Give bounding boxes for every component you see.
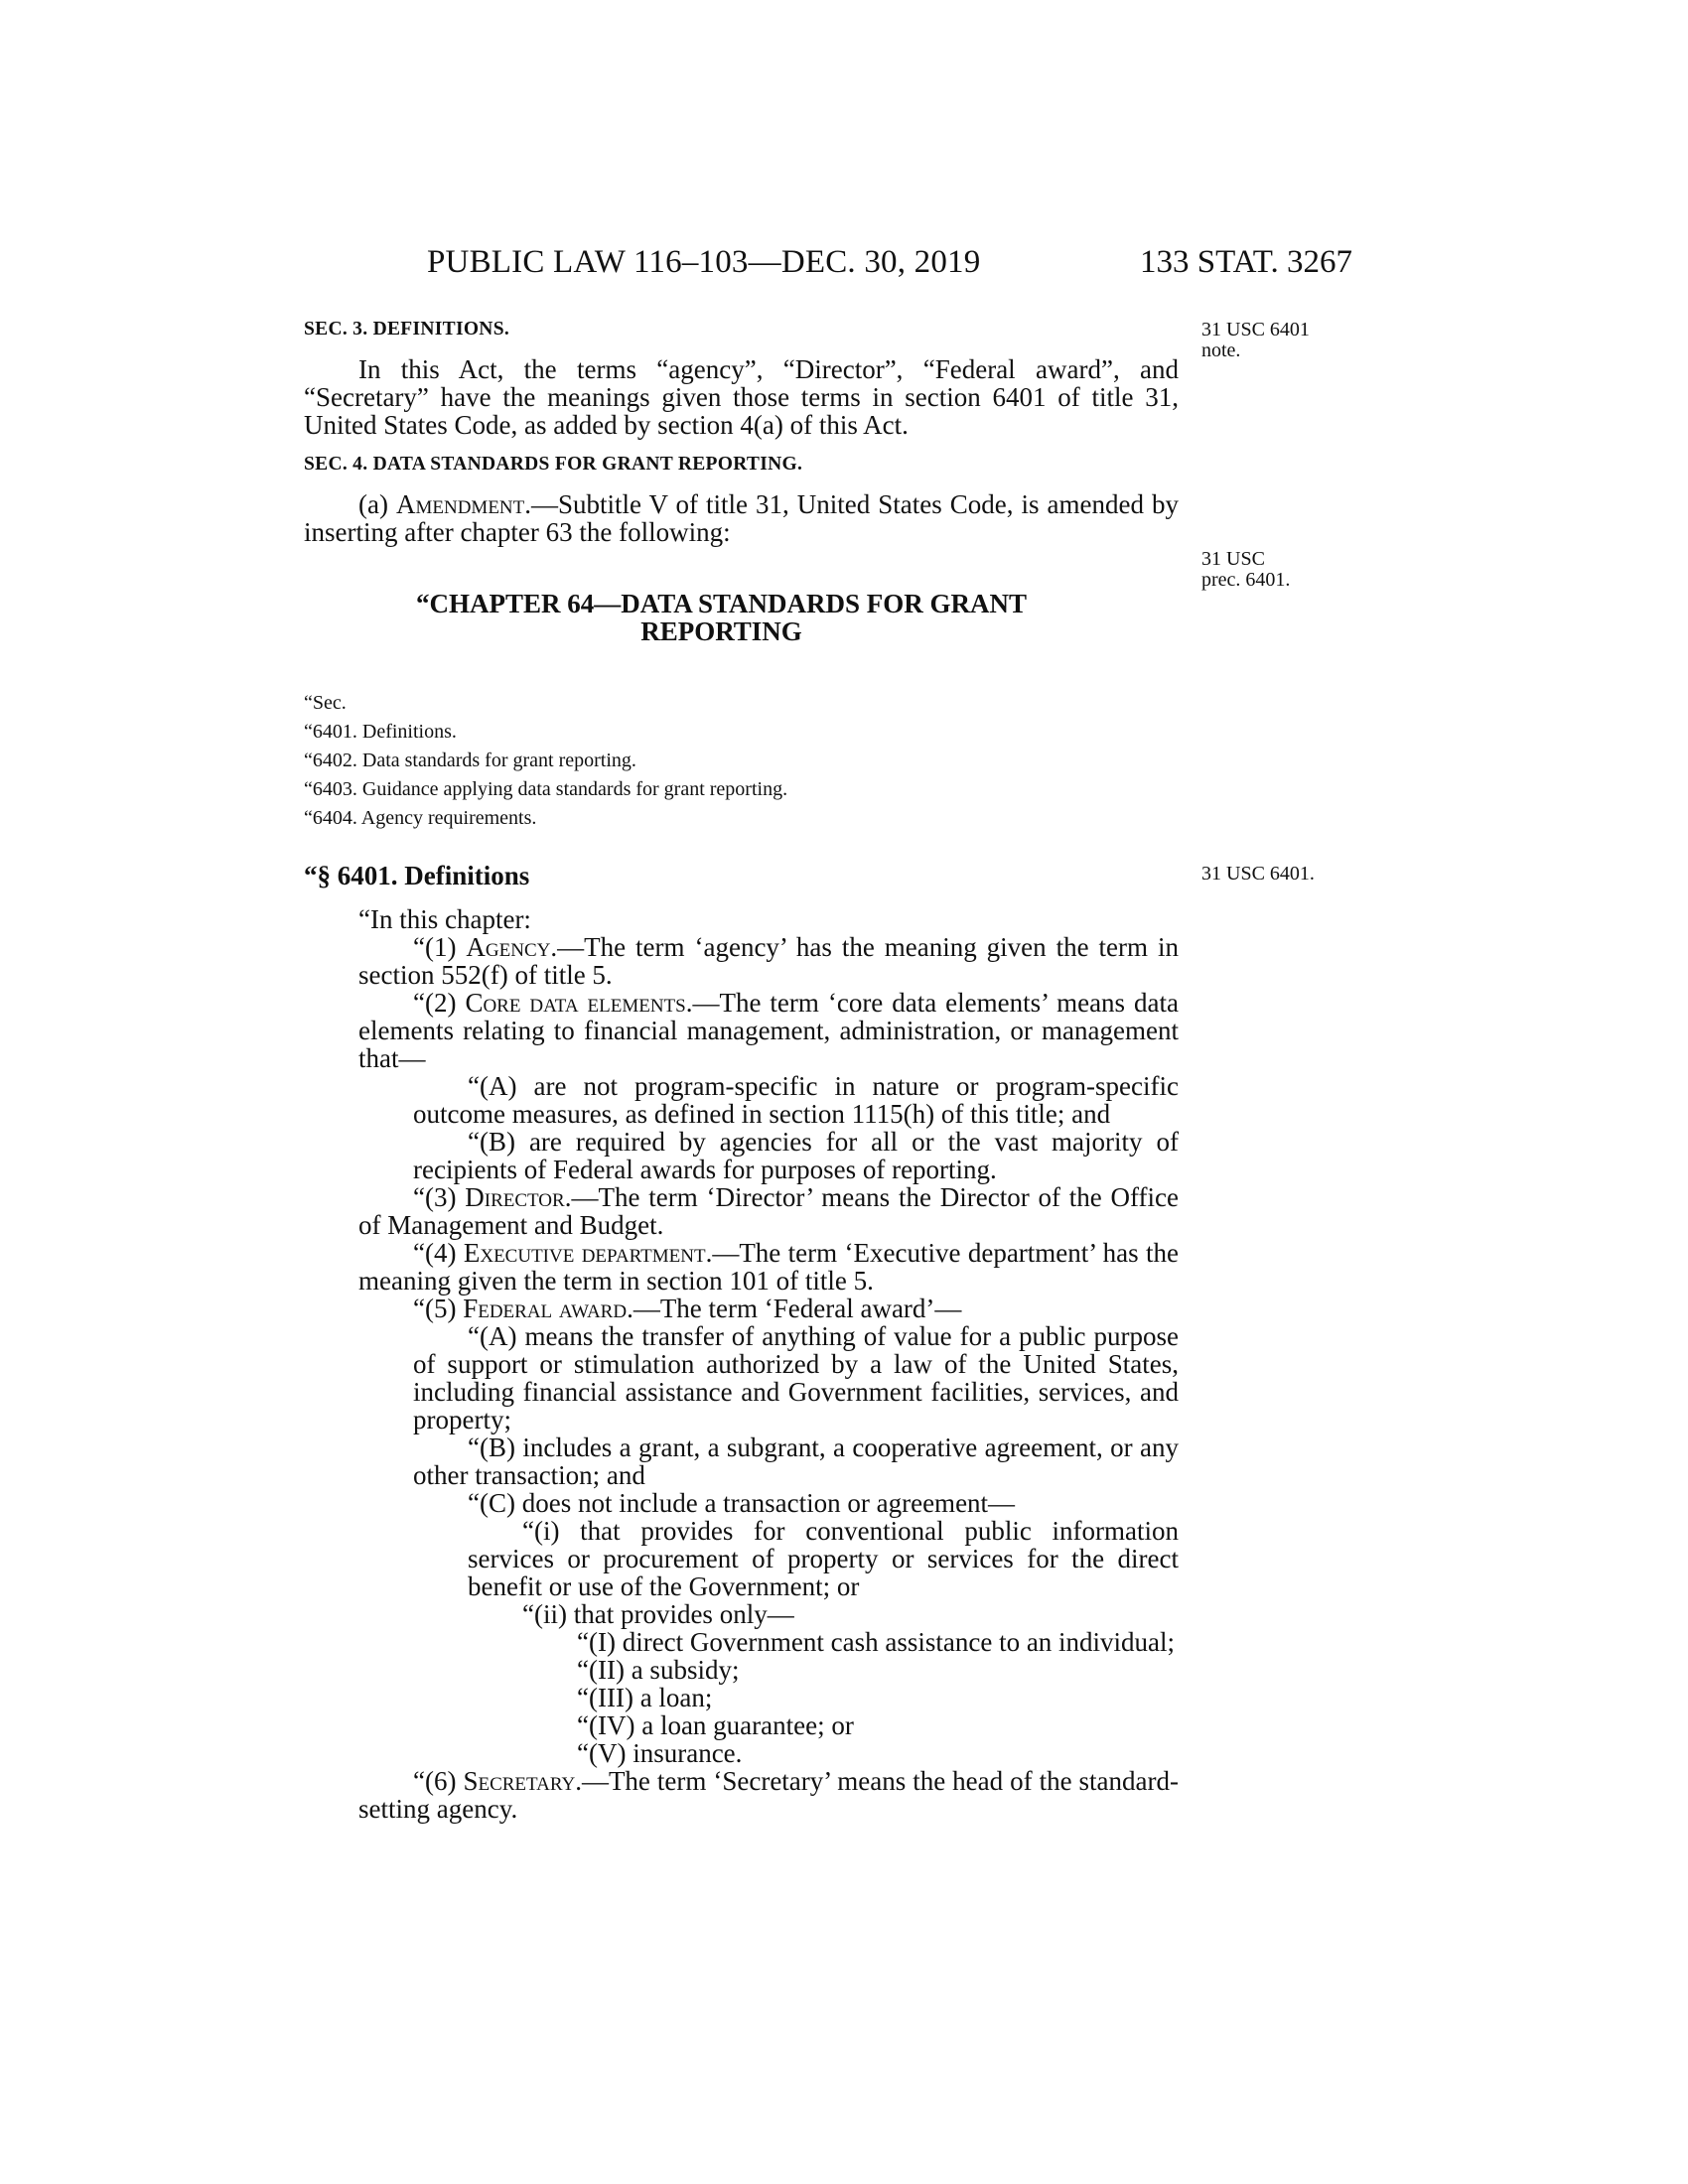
subparagraph: “(B) are required by agencies for all or the vast majority of recipients of Federal awards for purposes of reporting. [413, 1127, 1179, 1184]
clause: “(i) that provides for conventional public information services or procurement of property or services for the direct benefit or use of the Government; or [468, 1516, 1179, 1601]
stat-page-number: 133 STAT. 3267 [1140, 244, 1353, 280]
chapter-title-line: “CHAPTER 64—DATA STANDARDS FOR GRANT [415, 589, 1028, 618]
margin-note-line: 31 USC [1201, 548, 1265, 570]
amendment-label: Amendment [395, 489, 525, 519]
subclause: “(III) a loan; [577, 1683, 713, 1712]
chapter-title-line: REPORTING [640, 616, 802, 646]
para-text: .—The term ‘agency’ has the meaning given the term in section 552(f) of title 5. [358, 932, 1179, 990]
subparagraph: “(B) includes a grant, a subgrant, a cooperative agreement, or any other transaction; and [413, 1433, 1179, 1490]
definition-secretary [304, 1767, 1179, 1823]
subclause: “(II) a subsidy; [577, 1655, 740, 1685]
sec4-heading: SEC. 4. DATA STANDARDS FOR GRANT REPORTING. [304, 454, 803, 475]
subparagraph: “(C) does not include a transaction or agreement— [468, 1488, 1016, 1518]
para-prefix: “(3) [413, 1182, 466, 1212]
sec4-amendment-paragraph [304, 490, 1179, 546]
running-head: PUBLIC LAW 116–103—DEC. 30, 2019 [427, 244, 981, 280]
para-prefix: “(2) [413, 988, 466, 1018]
para-text: .—The term ‘Federal award’— [627, 1294, 962, 1323]
para-prefix: “(4) [413, 1238, 464, 1268]
clause: “(ii) that provides only— [522, 1599, 794, 1629]
term-label: Director [465, 1182, 565, 1212]
margin-note-section [1201, 864, 1315, 885]
term-label: Agency [466, 932, 551, 962]
subclause: “(IV) a loan guarantee; or [577, 1710, 854, 1740]
table-of-sections [304, 689, 1179, 833]
definition-core-data-elements [304, 989, 1179, 1072]
toc-entry: “6401. Definitions. [304, 721, 457, 743]
subparagraph: “(A) are not program-specific in nature or program-specific outcome measures, as defined in section 1115(h) of this title; and [413, 1071, 1179, 1129]
main-text [304, 318, 1179, 1823]
definition-executive-department [304, 1239, 1179, 1295]
term-label: Executive department [463, 1238, 706, 1268]
term-label: Federal award [463, 1294, 628, 1323]
margin-note-line: prec. 6401. [1201, 569, 1291, 591]
para-text: .—The term ‘Director’ means the Director of the Office of Management and Budget. [358, 1182, 1179, 1240]
toc-entry: “6403. Guidance applying data standards for grant reporting. [304, 778, 788, 800]
para-prefix: “(1) [413, 932, 467, 962]
definition-agency [304, 933, 1179, 989]
margin-note-line: note. [1201, 340, 1241, 361]
toc-entry: “6404. Agency requirements. [304, 807, 537, 829]
toc-entry: “6402. Data standards for grant reporting. [304, 750, 636, 771]
para-text: .—Subtitle V of title 31, United States Code, is amended by inserting after chapter 63 the following: [304, 489, 1180, 547]
section-title: “§ 6401. Definitions [304, 861, 530, 890]
para-text: .—The term ‘Secretary’ means the head of the standard-setting agency. [358, 1766, 1180, 1824]
para-prefix: “(6) [413, 1766, 464, 1796]
para-text: .—The term ‘core data elements’ means data elements relating to financial management, administration, or management that— [358, 988, 1179, 1073]
section-intro: “In this chapter: [358, 904, 531, 934]
term-label: Secretary [463, 1766, 576, 1796]
subparagraph: “(A) means the transfer of anything of value for a public purpose of support or stimulation authorized by a law of the United States, including financial assistance and Government facilities, services, and property; [413, 1321, 1179, 1434]
definition-director [304, 1183, 1179, 1239]
subclause: “(V) insurance. [577, 1738, 743, 1768]
para-prefix: “(5) [413, 1294, 464, 1323]
chapter-title [304, 590, 1179, 645]
margin-note-line: 31 USC 6401 [1201, 319, 1310, 341]
sec3-heading: SEC. 3. DEFINITIONS. [304, 319, 510, 340]
margin-note-sec3 [1201, 320, 1310, 361]
margin-note-line: 31 USC 6401. [1201, 863, 1315, 885]
sec3-paragraph: In this Act, the terms “agency”, “Director”, “Federal award”, and “Secretary” have the meanings given those terms in section 6401 of title 31, United States Code, as added by section 4(a) of this Act. [304, 354, 1179, 440]
term-label: Core data elements [465, 988, 686, 1018]
margin-note-chapter [1201, 549, 1290, 591]
para-prefix: (a) [358, 489, 396, 519]
subclause: “(I) direct Government cash assistance to an individual; [577, 1627, 1176, 1657]
para-text: .—The term ‘Executive department’ has the meaning given the term in section 101 of title 5. [358, 1238, 1180, 1296]
toc-entry: “Sec. [304, 692, 347, 714]
definition-federal-award [304, 1295, 1179, 1322]
